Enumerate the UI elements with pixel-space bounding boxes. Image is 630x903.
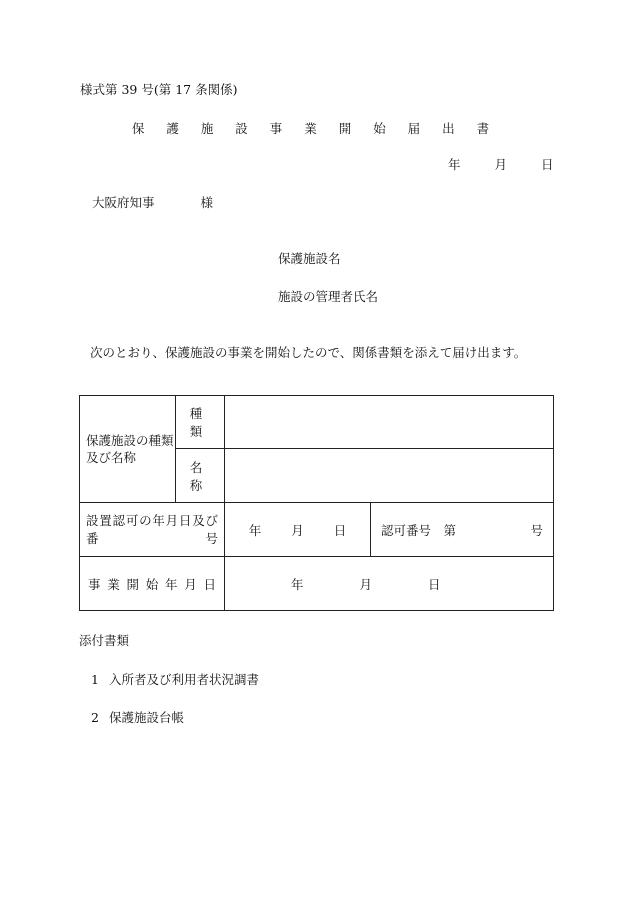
name-value-field[interactable] [225,449,554,503]
type-value-field[interactable] [225,396,554,449]
approval-date-field[interactable]: 年 月 日 [225,503,371,557]
attachment-item: 1 入所者及び利用者状況調書 [91,672,260,687]
addressee-name: 大阪府知事 [92,195,155,210]
statement-text: 次のとおり、保護施設の事業を開始したので、関係書類を添えて届け出ます。 [90,345,527,360]
facility-type-name-label: 保護施設の種類 及び名称 [80,396,176,503]
name-label: 名 称 [176,449,225,503]
start-date-field[interactable]: 年 月 日 [225,557,554,611]
submission-date [448,155,553,173]
date-day-label: 日 [540,157,554,172]
attachment-item: 2 保護施設台帳 [91,710,185,725]
permit-number-field[interactable] [371,503,554,557]
manager-name-label: 施設の管理者氏名 [278,289,379,304]
notification-table [79,395,554,611]
facility-name-label: 保護施設名 [278,251,341,266]
form-number: 様式第 39 号(第 17 条関係) [80,82,238,97]
attachments-title: 添付書類 [79,633,130,648]
permit-number-suffix: 号 [530,522,543,538]
addressee [92,193,213,211]
permit-number-label: 認可番号 第 [381,522,457,538]
addressee-honorific: 様 [200,195,214,210]
type-label: 種 類 [176,396,225,449]
date-year-label: 年 [448,157,461,172]
approval-date-number-label: 設置認可の年月日及び 番 号 [80,503,225,557]
start-date-label: 事業開始年月日 [80,557,225,611]
document-title: 保 護 施 設 事 業 開 始 届 出 書 [131,121,499,136]
date-month-label: 月 [494,157,507,172]
